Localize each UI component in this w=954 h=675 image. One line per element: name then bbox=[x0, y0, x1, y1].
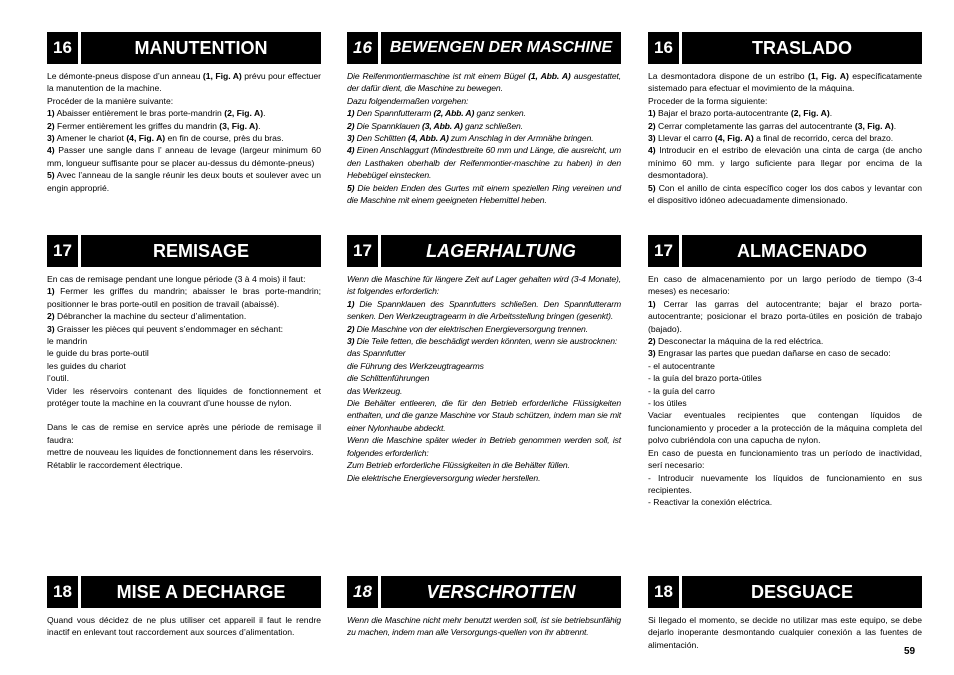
body-line: 3) Engrasar las partes que puedan dañarse en caso de secado: bbox=[648, 348, 891, 359]
body-line: Quand vous décidez de ne plus utiliser cet appareil il faut le rendre inactif en enlevant tout raccordement aux sources d’alimentation. bbox=[47, 615, 321, 638]
body-line: die Schlittenführungen bbox=[347, 373, 430, 384]
body-line: - la guía del brazo porta-útiles bbox=[648, 373, 762, 384]
section-body bbox=[47, 70, 321, 194]
body-line: 2) Fermer entièrement les griffes du mandrin (3, Fig. A). bbox=[47, 120, 261, 131]
section-body bbox=[648, 70, 922, 206]
body-line: 3) Den Schlitten (4, Abb. A) zum Anschlag in der Armnähe bringen. bbox=[347, 133, 594, 144]
body-line: 3) Llevar el carro (4, Fig. A) a final de recorrido, cerca del brazo. bbox=[648, 133, 894, 144]
body-line: 1) Cerrar las garras del autocentrante; bajar el brazo porta-autocentrante; posicionar el brazo porta-útiles en posición de trabajo (bajado). bbox=[648, 298, 922, 334]
body-line: 1) Abaisser entièrement le bras porte-mandrin (2, Fig. A). bbox=[47, 108, 266, 119]
body-line: Proceder de la forma siguiente: bbox=[648, 95, 768, 106]
section-body bbox=[347, 273, 621, 484]
body-line: Die Reifenmontiermaschine ist mit einem Bügel (1, Abb. A) ausgestattet, der dafür dient, die Maschine zu bewegen. bbox=[347, 71, 621, 94]
body-line: En cas de remisage pendant une longue période (3 à 4 mois) il faut: bbox=[47, 274, 306, 284]
body-line: das Spannfutter bbox=[347, 348, 406, 359]
section-header bbox=[648, 576, 922, 608]
section-header bbox=[47, 576, 321, 608]
section-header bbox=[648, 235, 922, 267]
body-line: 2) Cerrar completamente las garras del autocentrante (3, Fig. A). bbox=[648, 120, 897, 131]
body-line: 1) Bajar el brazo porta-autocentrante (2, Fig. A). bbox=[648, 108, 833, 119]
body-line: Vaciar eventuales recipientes que contengan líquidos de funcionamiento y proceder a la protección de la máquina completa del polvo cubriéndola con una capucha de nylon. bbox=[648, 410, 922, 446]
body-line: 1) Fermer les griffes du mandrin; abaisser le bras porte-mandrin; positionner le bras porte-outil en position de travail (abaissé). bbox=[47, 286, 321, 309]
section-number: 17 bbox=[648, 235, 679, 267]
section-number: 18 bbox=[47, 576, 78, 608]
section-title: VERSCHROTTEN bbox=[381, 576, 621, 608]
body-line: 3) Amener le chariot (4, Fig. A) en fin de course, près du bras. bbox=[47, 133, 284, 144]
body-line: 2) Débrancher la machine du secteur d’alimentation. bbox=[47, 311, 247, 322]
section-almacenado bbox=[648, 235, 922, 509]
section-title: BEWENGEN DER MASCHINE bbox=[381, 32, 621, 64]
body-line: Si llegado el momento, se decide no utilizar mas este equipo, se debe dejarlo inoperante desmontando cualquier conexión a las fuentes de alimentación. bbox=[648, 615, 922, 650]
section-number: 16 bbox=[47, 32, 78, 64]
body-line: Zum Betrieb erforderliche Flüssigkeiten in die Behälter füllen. bbox=[347, 460, 570, 471]
section-title: TRASLADO bbox=[682, 32, 922, 64]
section-title: ALMACENADO bbox=[682, 235, 922, 267]
body-line: - los útiles bbox=[648, 398, 687, 409]
body-line: Procéder de la manière suivante: bbox=[47, 95, 174, 106]
body-line: 4) Einen Anschlaggurt (Mindestbreite 60 mm und Länge, die ausreicht, um den Lasthaken oberhalb der Reifenmontier-maschine zu haben) in den Hebebügel einstecken. bbox=[347, 145, 621, 181]
section-header bbox=[47, 32, 321, 64]
body-line: 1) Den Spannfutterarm (2, Abb. A) ganz senken. bbox=[347, 108, 526, 119]
body-line: - el autocentrante bbox=[648, 360, 715, 371]
body-line: 4) Introducir en el estribo de elevación una cinta de carga (de ancho mínimo 60 mm. y largo suficiente para llegar por encima de la desmontadora). bbox=[648, 145, 922, 181]
body-line: les guides du chariot bbox=[47, 360, 126, 371]
body-line: La desmontadora dispone de un estribo (1, Fig. A) específicatamente sistemado para efectuar el movimiento de la máquina. bbox=[648, 71, 922, 94]
section-number: 16 bbox=[347, 32, 378, 64]
body-line: l’outil. bbox=[47, 373, 69, 384]
section-manutention bbox=[47, 32, 321, 194]
body-line: En caso de puesta en funcionamiento tras un período de inactividad, serí necesario: bbox=[648, 447, 922, 471]
body-line: - la guía del carro bbox=[648, 385, 715, 396]
body-line: le mandrin bbox=[47, 336, 88, 347]
body-line: 1) Die Spannklauen des Spannfutters schließen. Den Spannfutterarm senken. Den Werkzeugtragearm in die Arbeitsstellung bringen (gesenkt). bbox=[347, 298, 621, 322]
body-line: En caso de almacenamiento por un largo período de tiempo (3-4 meses) es necesario: bbox=[648, 274, 922, 297]
body-line: le guide du bras porte-outil bbox=[47, 348, 149, 359]
section-title: MISE A DECHARGE bbox=[81, 576, 321, 608]
section-number: 18 bbox=[347, 576, 378, 608]
body-line: 4) Passer une sangle dans l’ anneau de levage (largeur minimum 60 mm, longueur suffisante pour se placer au-dessus du démonte-pneus) bbox=[47, 145, 321, 168]
body-line: Die elektrische Energieversorgung wieder herstellen. bbox=[347, 472, 541, 483]
body-line: 5) Die beiden Enden des Gurtes mit einem speziellen Ring vereinen und die Maschine mit einem geeigneten Hebemittel heben. bbox=[347, 182, 621, 206]
body-line: 3) Die Teile fetten, die beschädigt werden könnten, wenn sie austrocknen: bbox=[347, 336, 618, 347]
section-title: DESGUACE bbox=[682, 576, 922, 608]
section-number: 17 bbox=[347, 235, 378, 267]
body-line: Wenn die Maschine für längere Zeit auf Lager gehalten wird (3-4 Monate), ist folgendes erforderlich: bbox=[347, 274, 621, 297]
section-desguace bbox=[648, 576, 922, 651]
body-line: - Introducir nuevamente los líquidos de funcionamiento en sus recipientes. bbox=[648, 472, 922, 495]
body-line: mettre de nouveau les liquides de fonctionnement dans les réservoirs. bbox=[47, 447, 314, 458]
section-title: LAGERHALTUNG bbox=[381, 235, 621, 267]
body-line: 2) Die Maschine von der elektrischen Energieversorgung trennen. bbox=[347, 323, 588, 334]
section-number: 16 bbox=[648, 32, 679, 64]
section-number: 17 bbox=[47, 235, 78, 267]
page-number: 59 bbox=[904, 646, 916, 657]
body-line: Die Behälter entleeren, die für den Betrieb erforderliche Flüssigkeiten enthalten, und die ganze Maschine vor Staub schützen, indem man sie mit einer Nylonhaube abdeckt. bbox=[347, 398, 621, 433]
section-traslado bbox=[648, 32, 922, 206]
body-line: die Führung des Werkzeugtragearms bbox=[347, 360, 484, 371]
body-line: Rétablir le raccordement électrique. bbox=[47, 459, 183, 470]
section-mise-a-decharge bbox=[47, 576, 321, 639]
body-line: - Reactivar la conexión eléctrica. bbox=[648, 497, 773, 508]
section-body bbox=[47, 273, 321, 471]
body-line: Dazu folgendermaßen vorgehen: bbox=[347, 95, 469, 106]
section-body bbox=[648, 614, 922, 651]
section-body bbox=[347, 70, 621, 206]
section-header bbox=[347, 235, 621, 267]
section-body bbox=[648, 273, 922, 509]
body-line: 2) Die Spannklauen (3, Abb. A) ganz schließen. bbox=[347, 120, 523, 131]
body-line: Wenn die Maschine später wieder in Betrieb genommen werden soll, ist folgendes erforderlich: bbox=[347, 435, 621, 458]
body-line: 5) Con el anillo de cinta específico coger los dos cabos y levantar con el dispositivo idóneo adecuadamente dimensionado. bbox=[648, 182, 922, 206]
section-body bbox=[347, 614, 621, 639]
body-line: das Werkzeug. bbox=[347, 385, 403, 396]
section-bewegen bbox=[347, 32, 621, 206]
section-verschrotten bbox=[347, 576, 621, 639]
section-lagerhaltung bbox=[347, 235, 621, 484]
section-header bbox=[648, 32, 922, 64]
body-line: 2) Desconectar la máquina de la red eléctrica. bbox=[648, 336, 824, 347]
body-line: Wenn die Maschine nicht mehr benutzt werden soll, ist sie betriebsunfähig zu machen, indem man alle Versorgungs-quellen von ihr abtrennt. bbox=[347, 615, 621, 638]
body-line: 3) Graisser les pièces qui peuvent s’endommager en séchant: bbox=[47, 323, 283, 334]
body-line: Le démonte-pneus dispose d’un anneau (1, Fig. A) prévu pour effectuer la manutention de la machine. bbox=[47, 71, 322, 94]
body-line: Vider les réservoirs contenant des liquides de fonctionnement et protéger toute la machine en la couvrant d’une housse de nylon. bbox=[47, 385, 321, 409]
section-header bbox=[347, 32, 621, 64]
section-header bbox=[47, 235, 321, 267]
body-line: 5) Avec l’anneau de la sangle réunir les deux bouts et soulever avec un engin approprié. bbox=[47, 170, 321, 193]
section-remisage bbox=[47, 235, 321, 471]
section-body bbox=[47, 614, 321, 639]
body-line: Dans le cas de remise en service après une période de remisage il faudra: bbox=[47, 422, 321, 445]
section-title: MANUTENTION bbox=[81, 32, 321, 64]
section-number: 18 bbox=[648, 576, 679, 608]
section-header bbox=[347, 576, 621, 608]
section-title: REMISAGE bbox=[81, 235, 321, 267]
